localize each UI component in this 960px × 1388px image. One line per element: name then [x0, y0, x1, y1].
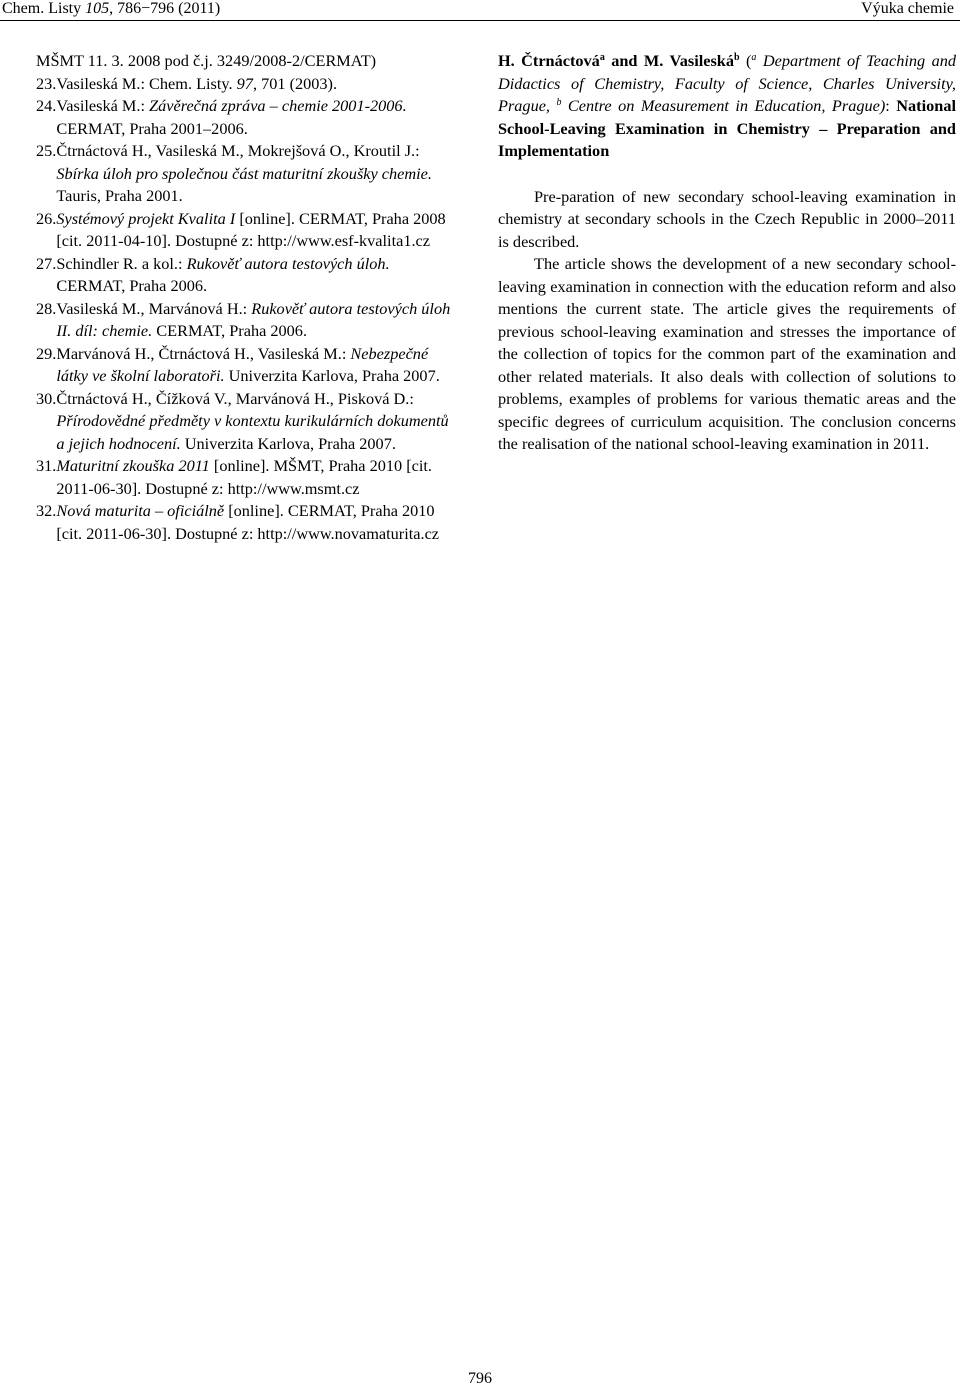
reference-item	[36, 388, 460, 456]
reference-text	[56, 500, 460, 545]
reference-source: [online]. CERMAT, Praha 2008 [cit. 2011-04-10]. Dostupné z: http://www.esf-kvalita1.cz	[56, 208, 446, 250]
reference-item	[36, 95, 460, 140]
header-rule	[0, 20, 960, 21]
reference-authors: Schindler R. a kol.:	[56, 253, 187, 273]
reference-items	[36, 73, 460, 546]
page-number: 796	[468, 1370, 492, 1387]
reference-text	[56, 343, 460, 388]
abstract-gap	[498, 163, 956, 186]
reference-title: Přírodovědné předměty v kontextu kurikulárních dokumentů a jejich hodnocení.	[56, 411, 449, 453]
reference-title: 97	[236, 73, 253, 93]
author-2-affiliation-mark: b	[734, 52, 740, 63]
reference-authors: Čtrnáctová H., Vasileská M., Mokrejšová O., Kroutil J.:	[56, 141, 420, 160]
reference-text	[56, 140, 460, 208]
reference-number: 25.	[36, 141, 57, 160]
affiliation-b-mark: b	[556, 97, 562, 108]
reference-text	[56, 253, 460, 298]
reference-text	[56, 73, 460, 96]
reference-source: [online]. MŠMT, Praha 2010 [cit. 2011-06-30]. Dostupné z: http://www.msmt.cz	[56, 456, 433, 498]
reference-title: Systémový projekt Kvalita I	[56, 208, 236, 228]
running-header	[0, 0, 960, 20]
reference-number: 31.	[36, 456, 57, 475]
reference-title: Nová maturita – oficiálně	[56, 501, 225, 520]
reference-item	[36, 140, 460, 208]
reference-title: Maturitní zkouška 2011	[56, 456, 210, 475]
reference-text	[56, 298, 460, 343]
abstract-paragraph: Pre-paration of new secondary school-leaving examination in chemistry at secondary schools in the Czech Republic in 2000‒2011 is described.	[498, 186, 956, 251]
affiliation-b: Centre on Measurement in Education, Prague)	[561, 96, 886, 115]
author-conjunction: and	[604, 51, 644, 70]
section-name: Výuka chemie	[861, 0, 954, 17]
reference-authors: Vasileská M.:	[56, 96, 150, 115]
reference-number: 26.	[36, 208, 57, 228]
reference-authors: Vasileská M., Marvánová H.:	[56, 298, 252, 318]
reference-source: CERMAT, Praha 2006.	[56, 276, 208, 295]
reference-text	[56, 388, 460, 456]
reference-number: 27.	[36, 253, 57, 273]
reference-title: Sbírka úloh pro společnou část maturitní zkoušky chemie.	[56, 163, 432, 183]
reference-item	[36, 253, 460, 298]
reference-item	[36, 73, 460, 96]
reference-source: CERMAT, Praha 2001‒2006.	[56, 118, 248, 138]
reference-item	[36, 500, 460, 545]
reference-number: 28.	[36, 298, 57, 318]
affiliation-a: Department of Teaching and Didactics of Chemistry, Faculty of Science, Charles University, Prague,	[498, 51, 957, 115]
reference-source: CERMAT, Praha 2006.	[152, 321, 308, 340]
reference-source: , 701 (2003).	[252, 73, 338, 93]
reference-text	[56, 455, 460, 500]
reference-item	[36, 343, 460, 388]
abstract-heading: H. Čtrnáctová$^a$ and M. Vasileská$^b$ ($^a$ Department of Teaching and Didactics of Chemistry, Faculty of Science, Charles University, Prague, $^b$ Centre on Measurement in Education, Prague): National School-Leaving Examination in Chemistry – Preparation and Implementation	[498, 51, 957, 160]
reference-item	[36, 298, 460, 343]
reference-item	[36, 208, 460, 253]
affiliation-a-mark: a	[751, 52, 757, 63]
journal-volume: 105	[85, 0, 110, 17]
article-title: National School-Leaving Examination in Chemistry – Preparation and Implementation	[498, 96, 956, 160]
reference-source: [online]. CERMAT, Praha 2010 [cit. 2011-06-30]. Dostupné z: http://www.novamaturita.cz	[56, 501, 440, 543]
reference-item	[36, 455, 460, 500]
reference-source: Univerzita Karlova, Praha 2007.	[180, 433, 396, 453]
reference-title: Závěrečná zpráva – chemie 2001-2006.	[149, 96, 407, 115]
reference-authors: Čtrnáctová H., Čížková V., Marvánová H., Pisková D.:	[56, 388, 414, 408]
reference-number: 24.	[36, 96, 57, 115]
english-abstract	[498, 50, 956, 456]
reference-continuation: MŠMT 11. 3. 2008 pod č.j. 3249/2008-2/CERMAT)	[36, 51, 377, 70]
reference-list	[36, 50, 460, 545]
reference-number: 32.	[36, 501, 57, 520]
reference-authors: Vasileská M.: Chem. Listy.	[56, 73, 237, 93]
reference-number: 30.	[36, 388, 57, 408]
reference-title: Rukověť autora testových úloh II. díl: chemie.	[56, 298, 451, 340]
reference-title: Nebezpečné látky ve školní laboratoři.	[56, 343, 429, 385]
abstract-paragraph: The article shows the development of a new secondary school-leaving examination in connection with the education reform and also mentions the current state. The article gives the requirements of previous school-leaving examination and stresses the importance of the collection of topics for the common part of the examination and other related materials. It also deals with collection of solutions to problems, examples of problems for various thematic areas and the specific degrees of curriculum acquisition. The conclusion concerns the realisation of the national school-leaving examination in 2011.	[498, 254, 956, 453]
reference-authors: Marvánová H., Čtrnáctová H., Vasileská M.:	[56, 343, 351, 363]
reference-number: 23.	[36, 73, 57, 93]
journal-citation: Chem. Listy 105, 786−796 (2011)	[2, 0, 221, 17]
reference-source: Univerzita Karlova, Praha 2007.	[224, 366, 440, 385]
reference-text	[56, 95, 460, 140]
author-2: M. Vasileská	[643, 51, 735, 70]
reference-number: 29.	[36, 343, 57, 363]
author-1: H. Čtrnáctová	[498, 51, 600, 70]
author-1-affiliation-mark: a	[599, 52, 605, 63]
reference-text	[56, 208, 460, 253]
reference-title: Rukověť autora testových úloh.	[186, 253, 390, 273]
reference-source: Tauris, Praha 2001.	[56, 186, 183, 205]
